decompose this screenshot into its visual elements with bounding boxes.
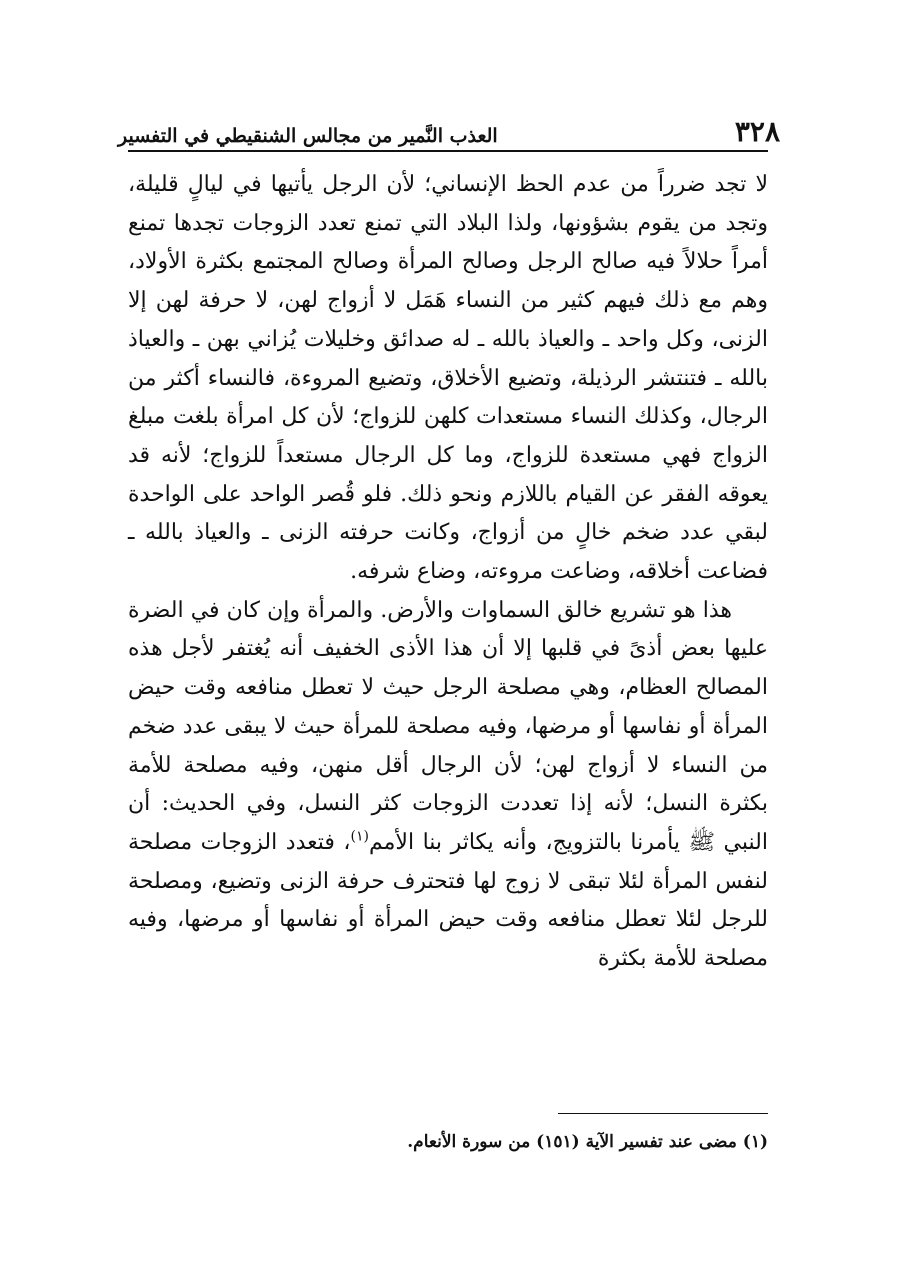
paragraph-1: لا تجد ضرراً من عدم الحظ الإنساني؛ لأن الرجل يأتيها في ليالٍ قليلة، وتجد من يقوم بشؤونها، ولذا البلاد التي تمنع تعدد الزوجات تجدها تمنع أمراً حلالاً فيه صالح الرجل وصالح المرأة وصالح المجتمع بكثرة الأولاد، وهم مع ذلك فيهم كثير من النساء هَمَل لا أزواج لهن، لا حرفة لهن إلا الزنى، وكل واحد ـ والعياذ بالله ـ له صدائق وخليلات يُزاني بهن ـ والعياذ بالله ـ فتنتشر الرذيلة، وتضيع الأخلاق، وتضيع المروءة، فالنساء أكثر من الرجال، وكذلك النساء مستعدات كلهن للزواج؛ لأن كل امرأة بلغت مبلغ الزواج فهي مستعدة للزواج، وما كل الرجال مستعداً للزواج؛ لأنه قد يعوقه الفقر عن القيام باللازم ونحو ذلك. فلو قُصر الواحد على الواحدة لبقي عدد ضخم خالٍ من أزواج، وكانت حرفته الزنى ـ والعياذ بالله ـ فضاعت أخلاقه، وضاعت مروءته، وضاع شرفه. [128,172,768,585]
page-header [118,110,780,146]
paragraph-2 [128,592,768,979]
footnote-reference: (١) [350,828,369,845]
running-title: العذب النَّمير من مجالس الشنقيطي في التفسير [118,125,498,147]
body-text [128,166,768,979]
footnote-divider [558,1113,768,1114]
paragraph-2-text-b: ، فتعدد الزوجات مصلحة لنفس المرأة لئلا تبقى لا زوج لها فتحترف حرفة الزنى وتضيع، ومصلحة للرجل لئلا تعطل منافعه وقت حيض المرأة أو نفاسها أو مرضها، وفيه مصلحة للأمة بكثرة [128,829,768,972]
footnote: (١) مضى عند تفسير الآية (١٥١) من سورة الأنعام. [407,1132,768,1152]
paragraph-2-text-a: هذا هو تشريع خالق السماوات والأرض. والمرأة وإن كان في الضرة عليها بعض أذىً في قلبها إلا أن هذا الأذى الخفيف أنه يُغتفر لأجل هذه المصالح العظام، وهي مصلحة الرجل حيث لا تعطل منافعه وقت حيض المرأة أو نفاسها أو مرضها، وفيه مصلحة للمرأة حيث لا يبقى عدد ضخم من النساء لا أزواج لهن؛ لأن الرجال أقل منهن، وفيه مصلحة للأمة بكثرة النسل؛ لأنه إذا تعددت الزوجات كثر النسل، وفي الحديث: أن النبي ﷺ يأمرنا بالتزويج، وأنه يكاثر بنا الأمم [128,597,768,855]
page-number: ٣٢٨ [734,115,780,148]
header-divider [128,150,768,152]
